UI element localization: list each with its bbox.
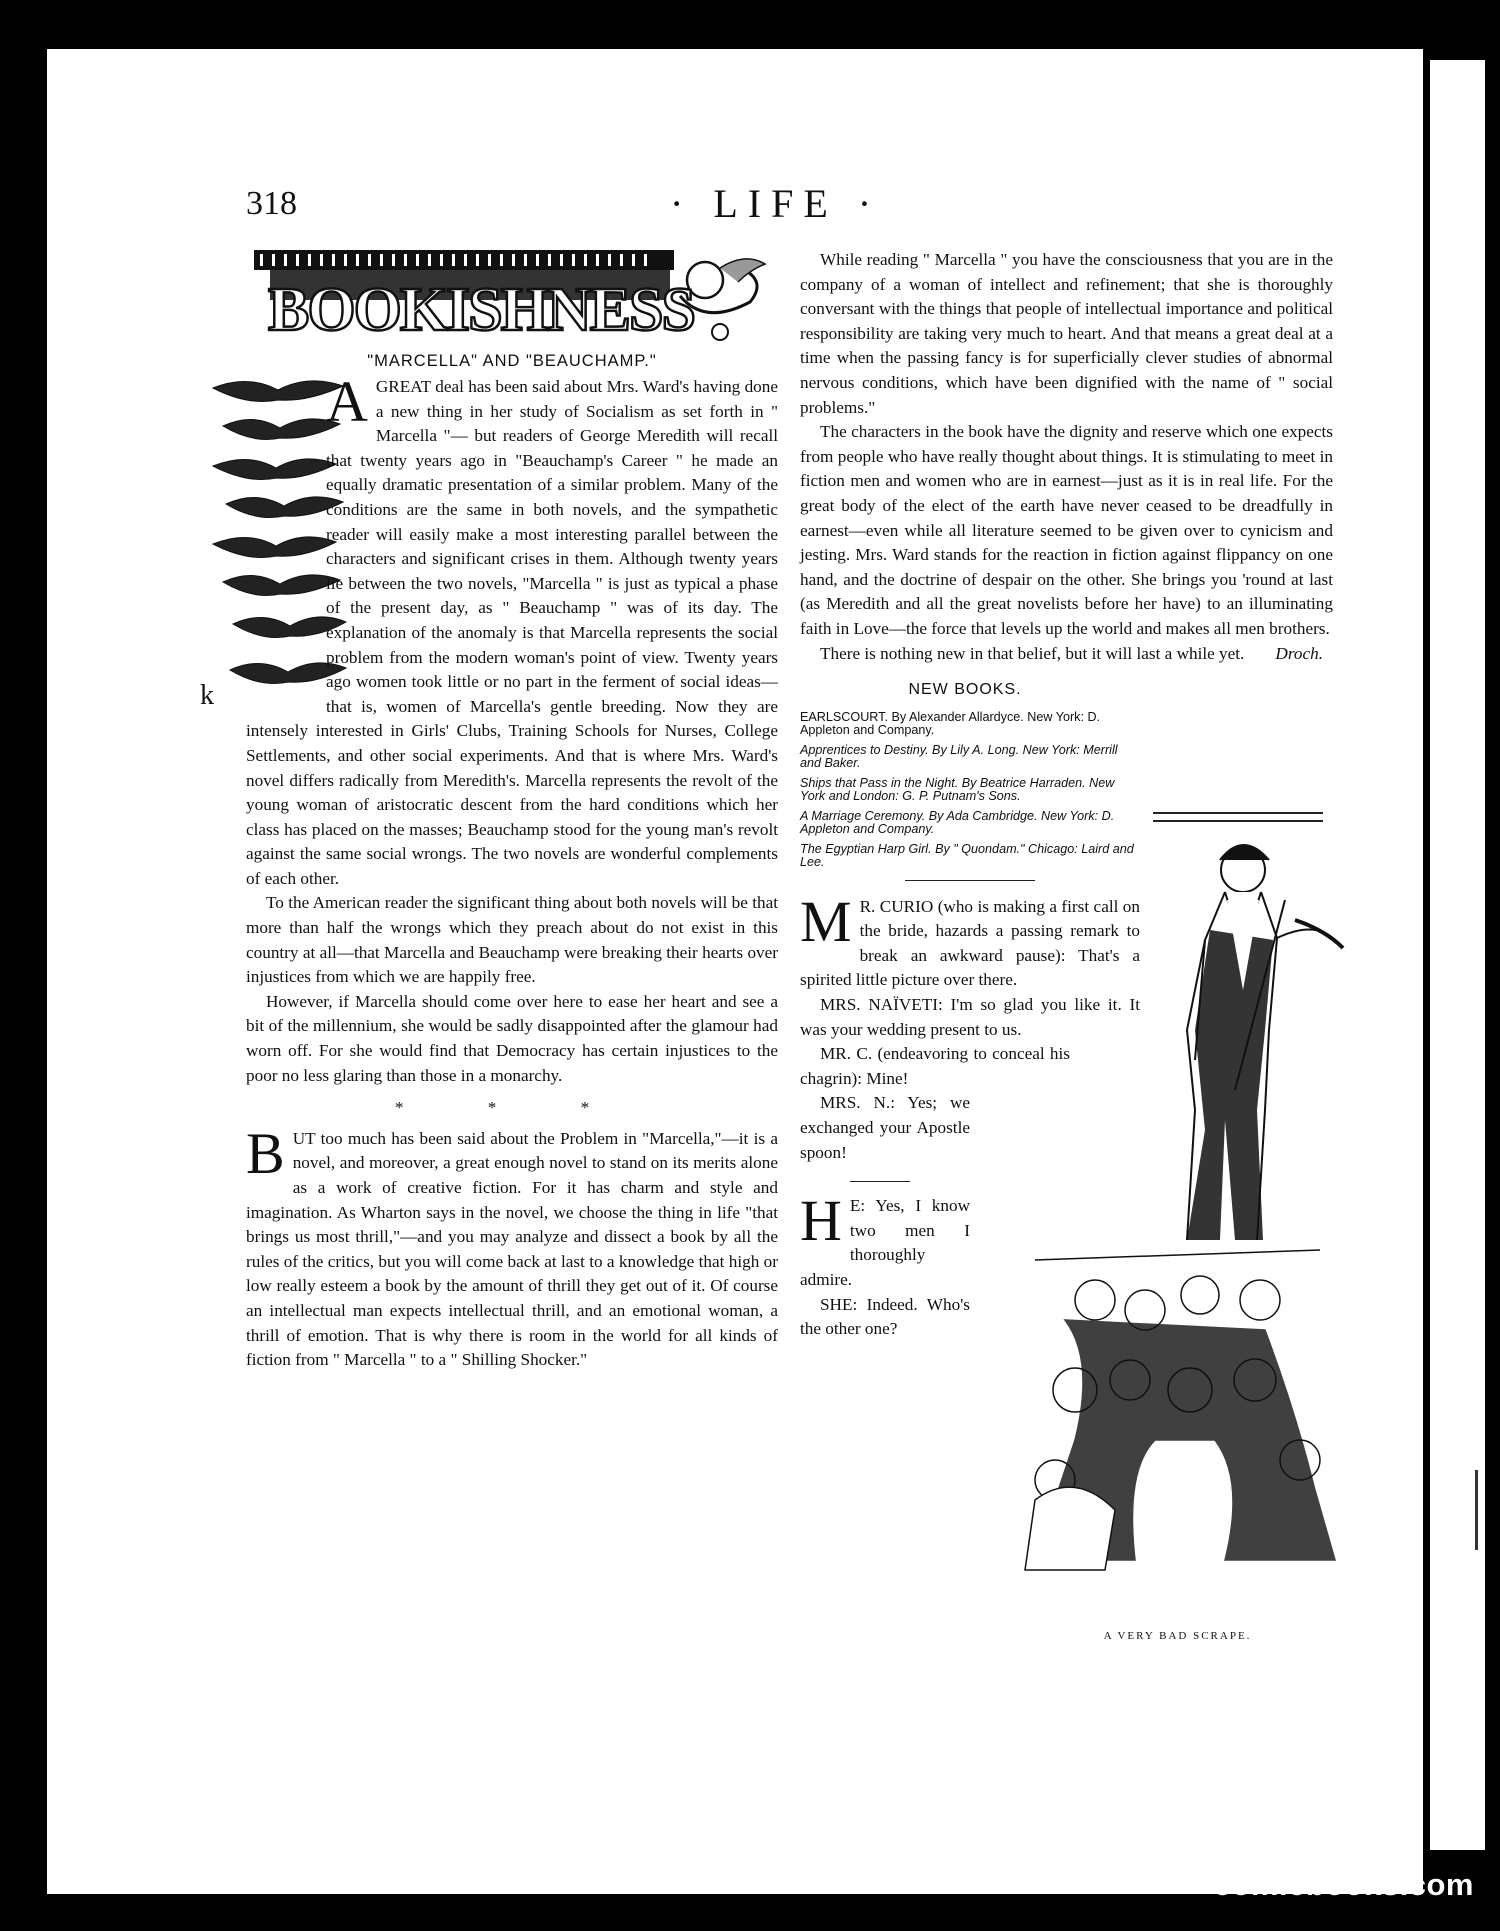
book-item: The Egyptian Harp Girl. By " Quondam." Chicago: Laird and Lee. <box>800 841 1134 870</box>
crowd-illustration <box>1015 1240 1340 1580</box>
dropcap-h: H <box>800 1188 842 1254</box>
review-paragraph-4: UT too much has been said about the Problem in "Marcella,"—it is a novel, and moreover, a great enough novel to stand on its merits alone as a work of creative fiction. For it has charm and style and imagination. As Wharton says in the novel, we choose the thing in life "that brings us most thrill,"—and you may analyze and dissect a book by all the rules of the critics, but you will come back at last to a knowledge that high or low really esteem a book by the amount of thrill they get out of it. Of course an intellectual man expects intellectual thrill, and an emotional woman, a thrill of emotion. That is why there is room in the world for all kinds of fiction from " Marcella " to a " Shilling Shocker." <box>246 1128 778 1370</box>
dropcap-m: M <box>800 888 852 954</box>
new-books-list <box>800 711 1140 870</box>
review-paragraph-7-text: There is nothing new in that belief, but it will last a while yet. <box>820 643 1245 663</box>
joke-c-text: MR. C. (endeavoring to conceal his chagrin): Mine! <box>800 1044 1070 1088</box>
violinist-illustration <box>1165 830 1355 1250</box>
joke-curio <box>800 888 1140 1043</box>
review-paragraph-3: However, if Marcella should come over here to ease her heart and see a bit of the millennium, she would be sadly disappointed after the glamour had worn off. For she would find that Democracy has certain injustices to the poor no less glaring than those in a monarchy. <box>246 991 778 1085</box>
new-books-title: NEW BOOKS. <box>908 681 1022 699</box>
review-paragraph-5: While reading " Marcella " you have the consciousness that you are in the company of a woman of intellect and refinement; that she is thoroughly conversant with the things that people of intellectual importance and political responsibility are taking very much to heart. And that means a great deal at a time when the passing fancy is for superficially clever studies of abnormal nervous conditions, which have been dignified with the name of " social problems." <box>800 250 1333 417</box>
dropcap-a: A <box>326 369 368 434</box>
book-item: Apprentices to Destiny. By Lily A. Long. New York: Merrill and Baker. <box>800 742 1118 771</box>
review-signature: Droch. <box>1275 643 1323 663</box>
svg-text:BOOKISHNESS: BOOKISHNESS <box>268 276 694 344</box>
book-item: Ships that Pass in the Night. By Beatrice Harraden. New York and London: G. P. Putnam's Sons. <box>800 775 1115 804</box>
review-subhead: "MARCELLA" AND "BEAUCHAMP." <box>367 352 657 370</box>
review-paragraph-2: To the American reader the significant thing about both novels will be that more than half the wrongs which they preach about do not exist in this country at all—that Marcella and Beauchamp were breaking their hearts over injustices from which we are happily free. <box>246 893 778 987</box>
dropcap-b: B <box>246 1120 285 1186</box>
joke-spoon <box>800 1091 970 1341</box>
book-item: EARLSCOURT. By Alexander Allardyce. New York: D. Appleton and Company. <box>800 709 1101 738</box>
divider-rule <box>905 880 1035 881</box>
joke-she-text: SHE: Indeed. Who's the other one? <box>800 1294 970 1339</box>
edge-mark <box>1475 1470 1488 1550</box>
facing-page-edge <box>1430 60 1485 1850</box>
margin-mark: k <box>200 680 214 711</box>
review-paragraph-1: GREAT deal has been said about Mrs. Ward's having done a new thing in her study of Socialism as set forth in " Marcella "— but readers of George Meredith will recall that twenty years ago in "Beauchamp's Career " he made an equally dramatic presentation of a similar problem. Many of the conditions are the same in both novels, and the sympathetic reader will easily make a most interesting parallel between the characters and significant crises in them. Although twenty years lie between the two novels, "Marcella " is just as typical a phase of the present day, as " Beauchamp " was of its day. The explanation of the anomaly is that Marcella represents the social problem from the modern woman's point of view. Twenty years ago women took little or no part in the ferment of social ideas—that is, women of Marcella's gentle breeding. Now they are intensely interested in Girls' Clubs, Training Schools for Nurses, College Settlements, and other social experiments. And that is where Mrs. Ward's novel differs radically from Meredith's. Marcella represents the revolt of the young woman of aristocratic descent from the hard conditions which her class has placed on the masses; Beauchamp stood for the young man's revolt against the same social wrongs. The two novels are wonderful complements of each other. <box>246 377 778 888</box>
joke-he-text: E: Yes, I know two men I thoroughly admire. <box>800 1196 970 1289</box>
joke-n-text: MRS. N.: Yes; we exchanged your Apostle spoon! <box>800 1093 970 1162</box>
double-rule <box>1153 812 1323 822</box>
review-paragraph-7 <box>800 642 1333 667</box>
book-item: A Marriage Ceremony. By Ada Cambridge. New York: D. Appleton and Company. <box>800 808 1115 837</box>
review-paragraph-6: The characters in the book have the dignity and reserve which one expects from people who have really thought about things. It is stimulating to meet in fiction men and women who are in earnest—just as it is in real life. For the great body of the elect of the earth have never ceased to be dreadfully in earnest—even while all literature seemed to be given over to cynicism and jesting. Mrs. Ward stands for the reaction in fiction against flippancy on one hand, and the doctrine of despair on the other. She brings you 'round at last (as Meredith and all the great novelists before her have) to an illuminating faith in Love—the force that levels up the world and makes all men brothers. <box>800 422 1333 638</box>
illustration-caption: A VERY BAD SCRAPE. <box>1103 1630 1252 1642</box>
section-stars: * * * <box>394 1098 630 1118</box>
site-watermark: comicbooks.com <box>1213 1867 1474 1902</box>
review-left-column <box>246 345 778 1373</box>
masthead: · LIFE · <box>670 181 882 226</box>
page-number: 318 <box>246 185 297 222</box>
divider-rule-small <box>850 1181 910 1182</box>
joke-naiveti-text: MRS. NAÏVETI: I'm so glad you like it. It was your wedding present to us. <box>800 995 1140 1039</box>
bookishness-banner <box>250 248 770 346</box>
joke-chagrin <box>800 1042 1070 1091</box>
joke-curio-text: R. CURIO (who is making a first call on the bride, hazards a passing remark to break an awkward pause): That's a spirited little picture over there. <box>800 896 1140 990</box>
